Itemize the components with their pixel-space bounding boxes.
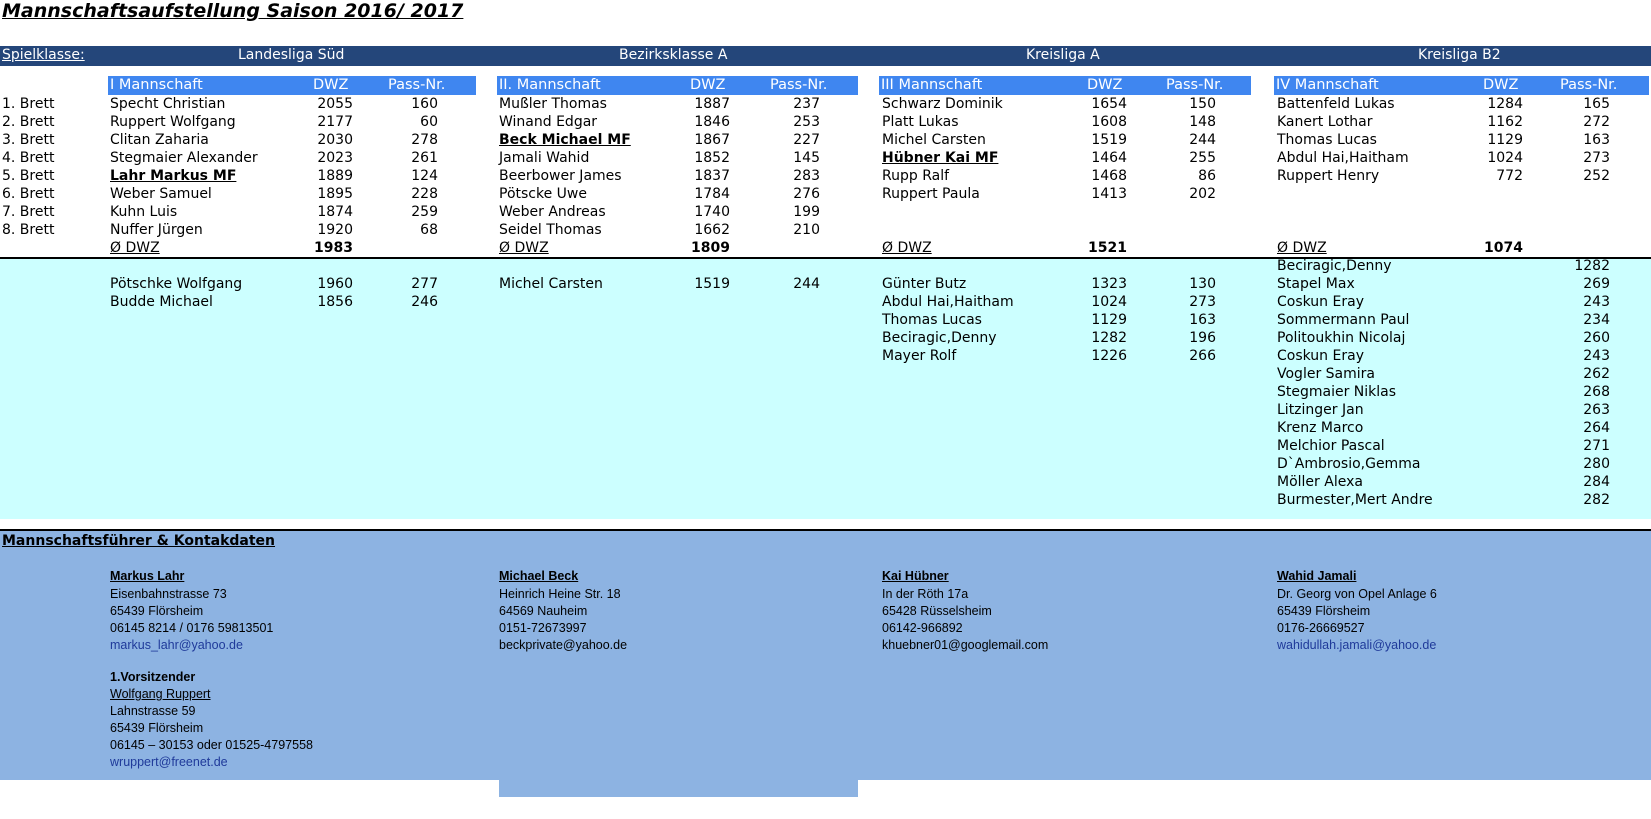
chairman-city: 65439 Flörsheim	[110, 721, 204, 735]
contact-block	[499, 568, 627, 654]
reserve-pass: 246	[411, 294, 438, 310]
reserve-name: D`Ambrosio,Gemma	[1277, 456, 1421, 472]
player-dwz: 2055	[317, 96, 353, 112]
player-name: Rupp Ralf	[882, 168, 950, 184]
league-name: Kreisliga A	[1026, 47, 1100, 63]
player-pass: 148	[1189, 114, 1216, 130]
player-name: Nuffer Jürgen	[110, 222, 203, 238]
league-bar	[0, 46, 1651, 66]
contact-email[interactable]: khuebner01@googlemail.com	[882, 638, 1049, 652]
reserve-name: Pötschke Wolfgang	[110, 276, 243, 292]
contact-street: In der Röth 17a	[882, 587, 969, 601]
reserve-dwz: 1960	[317, 276, 353, 292]
reserve-row	[0, 384, 1651, 402]
player-name: Thomas Lucas	[1277, 132, 1377, 148]
reserve-row	[0, 312, 1651, 330]
player-pass: 272	[1583, 114, 1610, 130]
reserve-row	[0, 492, 1651, 510]
contact-block	[882, 568, 1048, 654]
reserve-pass: 196	[1189, 330, 1216, 346]
player-dwz: 1874	[317, 204, 353, 220]
reserve-name: Beciragic,Denny	[882, 330, 997, 346]
player-row	[0, 168, 1651, 186]
player-row	[0, 132, 1651, 150]
reserve-pass: 284	[1583, 474, 1610, 490]
player-name: Kanert Lothar	[1277, 114, 1373, 130]
reserve-name: Stapel Max	[1277, 276, 1355, 292]
player-name: Hübner Kai MF	[882, 150, 999, 166]
contact-name: Michael Beck	[499, 569, 579, 583]
chairman-role: 1.Vorsitzender	[110, 670, 196, 684]
reserve-row	[0, 420, 1651, 438]
player-name: Kuhn Luis	[110, 204, 178, 220]
brett-label: 2. Brett	[2, 114, 55, 130]
dwz-header: DWZ	[1087, 77, 1123, 93]
player-name: Platt Lukas	[882, 114, 959, 130]
contact-block	[1277, 568, 1437, 654]
avg-label: Ø DWZ	[1277, 240, 1327, 256]
reserve-name: Möller Alexa	[1277, 474, 1363, 490]
team-name: IV Mannschaft	[1276, 77, 1379, 93]
contact-city: 65428 Rüsselsheim	[882, 604, 992, 618]
player-name: Pötscke Uwe	[499, 186, 587, 202]
player-pass: 210	[793, 222, 820, 238]
player-pass: 252	[1583, 168, 1610, 184]
contact-phone: 0151-72673997	[499, 621, 587, 635]
brett-label: 8. Brett	[2, 222, 55, 238]
player-dwz: 1662	[694, 222, 730, 238]
reserve-row	[0, 438, 1651, 456]
player-dwz: 772	[1496, 168, 1523, 184]
reserve-pass: 234	[1583, 312, 1610, 328]
reserve-name: Krenz Marco	[1277, 420, 1364, 436]
brett-label: 4. Brett	[2, 150, 55, 166]
player-dwz: 1519	[1091, 132, 1127, 148]
reserve-row	[0, 402, 1651, 420]
player-pass: 276	[793, 186, 820, 202]
player-row	[0, 150, 1651, 168]
contact-email[interactable]: beckprivate@yahoo.de	[499, 638, 628, 652]
avg-label: Ø DWZ	[110, 240, 160, 256]
player-pass: 259	[411, 204, 438, 220]
reserve-dwz: 1856	[317, 294, 353, 310]
player-row	[0, 204, 1651, 222]
reserve-name: Michel Carsten	[499, 276, 603, 292]
avg-value: 1074	[1484, 240, 1523, 256]
player-pass: 283	[793, 168, 820, 184]
player-dwz: 1162	[1487, 114, 1523, 130]
contact-phone: 06142-966892	[882, 621, 963, 635]
player-name: Battenfeld Lukas	[1277, 96, 1395, 112]
reserve-dwz: 1519	[694, 276, 730, 292]
team-name: I Mannschaft	[110, 77, 203, 93]
reserve-pass: 244	[793, 276, 820, 292]
chairman-email[interactable]: wruppert@freenet.de	[110, 755, 228, 769]
player-name: Specht Christian	[110, 96, 226, 112]
player-name: Ruppert Wolfgang	[110, 114, 236, 130]
reserve-name: Politoukhin Nicolaj	[1277, 330, 1406, 346]
reserve-pass: 243	[1583, 348, 1610, 364]
player-name: Stegmaier Alexander	[110, 150, 258, 166]
player-name: Beck Michael MF	[499, 132, 631, 148]
player-pass: 273	[1583, 150, 1610, 166]
player-pass: 150	[1189, 96, 1216, 112]
player-dwz: 1464	[1091, 150, 1127, 166]
reserve-pass: 163	[1189, 312, 1216, 328]
avg-row	[0, 240, 1651, 258]
reserve-pass: 282	[1583, 492, 1610, 508]
reserve-pass: 263	[1583, 402, 1610, 418]
reserve-pass: 277	[411, 276, 438, 292]
contact-street: Dr. Georg von Opel Anlage 6	[1277, 587, 1437, 601]
dwz-header: DWZ	[690, 77, 726, 93]
contact-phone: 06145 8214 / 0176 59813501	[110, 621, 274, 635]
player-dwz: 1846	[694, 114, 730, 130]
player-pass: 237	[793, 96, 820, 112]
player-dwz: 1887	[694, 96, 730, 112]
reserve-row	[0, 276, 1651, 294]
reserve-pass: 268	[1583, 384, 1610, 400]
reserve-name: Abdul Hai,Haitham	[882, 294, 1014, 310]
contact-email[interactable]: wahidullah.jamali@yahoo.de	[1277, 638, 1437, 652]
dwz-header: DWZ	[313, 77, 349, 93]
player-dwz: 1284	[1487, 96, 1523, 112]
player-dwz: 2030	[317, 132, 353, 148]
player-name: Mußler Thomas	[499, 96, 607, 112]
reserve-name: Coskun Eray	[1277, 294, 1364, 310]
pass-header: Pass-Nr.	[388, 77, 446, 93]
contact-phone: 0176-26669527	[1277, 621, 1365, 635]
team-header	[879, 76, 1251, 95]
reserve-name: Budde Michael	[110, 294, 213, 310]
player-dwz: 1852	[694, 150, 730, 166]
contact-street: Heinrich Heine Str. 18	[499, 587, 621, 601]
contacts-area-extension	[499, 780, 858, 797]
player-row	[0, 186, 1651, 204]
reserve-name: Burmester,Mert Andre	[1277, 492, 1433, 508]
reserve-pass: 266	[1189, 348, 1216, 364]
player-pass: 199	[793, 204, 820, 220]
pass-header: Pass-Nr.	[1166, 77, 1224, 93]
player-pass: 253	[793, 114, 820, 130]
team-name: II. Mannschaft	[499, 77, 601, 93]
player-dwz: 1608	[1091, 114, 1127, 130]
team-header	[1274, 76, 1649, 95]
player-name: Weber Andreas	[499, 204, 606, 220]
player-name: Beerbower James	[499, 168, 622, 184]
reserve-pass: 260	[1583, 330, 1610, 346]
reserve-name: Thomas Lucas	[882, 312, 982, 328]
player-pass: 165	[1583, 96, 1610, 112]
player-name: Ruppert Henry	[1277, 168, 1380, 184]
contact-block	[110, 568, 313, 771]
reserve-pass: 273	[1189, 294, 1216, 310]
reserve-pass: 130	[1189, 276, 1216, 292]
team-header	[497, 76, 858, 95]
reserve-name: Mayer Rolf	[882, 348, 957, 364]
player-name: Schwarz Dominik	[882, 96, 1003, 112]
league-name: Landesliga Süd	[238, 47, 345, 63]
reserve-name: Sommermann Paul	[1277, 312, 1410, 328]
brett-label: 5. Brett	[2, 168, 55, 184]
player-dwz: 1920	[317, 222, 353, 238]
reserve-name: Coskun Eray	[1277, 348, 1364, 364]
brett-label: 7. Brett	[2, 204, 55, 220]
pass-header: Pass-Nr.	[1560, 77, 1618, 93]
avg-label: Ø DWZ	[499, 240, 549, 256]
reserve-name: Beciragic,Denny	[1277, 258, 1392, 274]
reserve-dwz: 1282	[1091, 330, 1127, 346]
brett-label: 3. Brett	[2, 132, 55, 148]
player-dwz: 1889	[317, 168, 353, 184]
reserve-row	[0, 474, 1651, 492]
avg-value: 1809	[691, 240, 730, 256]
contact-city: 64569 Nauheim	[499, 604, 588, 618]
player-dwz: 1468	[1091, 168, 1127, 184]
contact-city: 65439 Flörsheim	[110, 604, 204, 618]
reserve-pass: 243	[1583, 294, 1610, 310]
player-pass: 227	[793, 132, 820, 148]
league-name: Kreisliga B2	[1418, 47, 1501, 63]
player-name: Clitan Zaharia	[110, 132, 209, 148]
avg-value: 1521	[1088, 240, 1127, 256]
player-pass: 145	[793, 150, 820, 166]
reserve-pass: 1282	[1574, 258, 1610, 274]
player-row	[0, 96, 1651, 114]
reserve-name: Stegmaier Niklas	[1277, 384, 1397, 400]
player-pass: 124	[411, 168, 438, 184]
reserve-dwz: 1323	[1091, 276, 1127, 292]
player-pass: 60	[420, 114, 438, 130]
reserve-dwz: 1129	[1091, 312, 1127, 328]
contact-city: 65439 Flörsheim	[1277, 604, 1371, 618]
reserve-pass: 262	[1583, 366, 1610, 382]
spielklasse-label: Spielklasse:	[2, 47, 85, 63]
player-dwz: 2177	[317, 114, 353, 130]
team-name: III Mannschaft	[881, 77, 983, 93]
reserve-pass: 280	[1583, 456, 1610, 472]
chairman-phone: 06145 – 30153 oder 01525-4797558	[110, 738, 313, 752]
reserve-dwz: 1226	[1091, 348, 1127, 364]
reserve-row	[0, 456, 1651, 474]
avg-label: Ø DWZ	[882, 240, 932, 256]
player-name: Michel Carsten	[882, 132, 986, 148]
player-name: Winand Edgar	[499, 114, 598, 130]
player-pass: 68	[420, 222, 438, 238]
player-pass: 228	[411, 186, 438, 202]
page-title: Mannschaftsaufstellung Saison 2016/ 2017	[2, 0, 464, 22]
player-pass: 86	[1198, 168, 1216, 184]
chairman-name: Wolfgang Ruppert	[110, 687, 211, 701]
reserve-row	[0, 348, 1651, 366]
player-pass: 163	[1583, 132, 1610, 148]
player-dwz: 1024	[1487, 150, 1523, 166]
reserve-dwz: 1024	[1091, 294, 1127, 310]
player-dwz: 1784	[694, 186, 730, 202]
league-name: Bezirksklasse A	[619, 47, 728, 63]
player-pass: 261	[411, 150, 438, 166]
player-pass: 244	[1189, 132, 1216, 148]
player-row	[0, 222, 1651, 240]
player-name: Abdul Hai,Haitham	[1277, 150, 1409, 166]
reserve-name: Vogler Samira	[1277, 366, 1375, 382]
player-pass: 202	[1189, 186, 1216, 202]
brett-label: 6. Brett	[2, 186, 55, 202]
chairman-street: Lahnstrasse 59	[110, 704, 196, 718]
reserve-pass: 264	[1583, 420, 1610, 436]
contact-name: Kai Hübner	[882, 569, 949, 583]
player-name: Seidel Thomas	[499, 222, 602, 238]
player-name: Lahr Markus MF	[110, 168, 237, 184]
brett-label: 1. Brett	[2, 96, 55, 112]
player-dwz: 1895	[317, 186, 353, 202]
player-dwz: 2023	[317, 150, 353, 166]
contact-name: Wahid Jamali	[1277, 569, 1357, 583]
team-header	[108, 76, 476, 95]
player-pass: 160	[411, 96, 438, 112]
contact-name: Markus Lahr	[110, 569, 185, 583]
avg-value: 1983	[314, 240, 353, 256]
dwz-header: DWZ	[1483, 77, 1519, 93]
player-dwz: 1413	[1091, 186, 1127, 202]
reserve-pass: 269	[1583, 276, 1610, 292]
reserve-name: Litzinger Jan	[1277, 402, 1364, 418]
player-dwz: 1654	[1091, 96, 1127, 112]
player-pass: 255	[1189, 150, 1216, 166]
player-name: Jamali Wahid	[499, 150, 590, 166]
player-pass: 278	[411, 132, 438, 148]
contacts-title: Mannschaftsführer & Kontakdaten	[2, 533, 276, 549]
reserve-name: Günter Butz	[882, 276, 967, 292]
player-name: Weber Samuel	[110, 186, 212, 202]
reserve-name: Melchior Pascal	[1277, 438, 1385, 454]
reserve-row	[0, 330, 1651, 348]
reserve-row	[0, 258, 1651, 276]
player-dwz: 1837	[694, 168, 730, 184]
player-dwz: 1129	[1487, 132, 1523, 148]
pass-header: Pass-Nr.	[770, 77, 828, 93]
player-row	[0, 114, 1651, 132]
reserve-row	[0, 366, 1651, 384]
contact-email[interactable]: markus_lahr@yahoo.de	[110, 638, 243, 652]
reserve-row	[0, 294, 1651, 312]
player-dwz: 1867	[694, 132, 730, 148]
player-dwz: 1740	[694, 204, 730, 220]
player-name: Ruppert Paula	[882, 186, 980, 202]
reserve-pass: 271	[1583, 438, 1610, 454]
contact-street: Eisenbahnstrasse 73	[110, 587, 227, 601]
